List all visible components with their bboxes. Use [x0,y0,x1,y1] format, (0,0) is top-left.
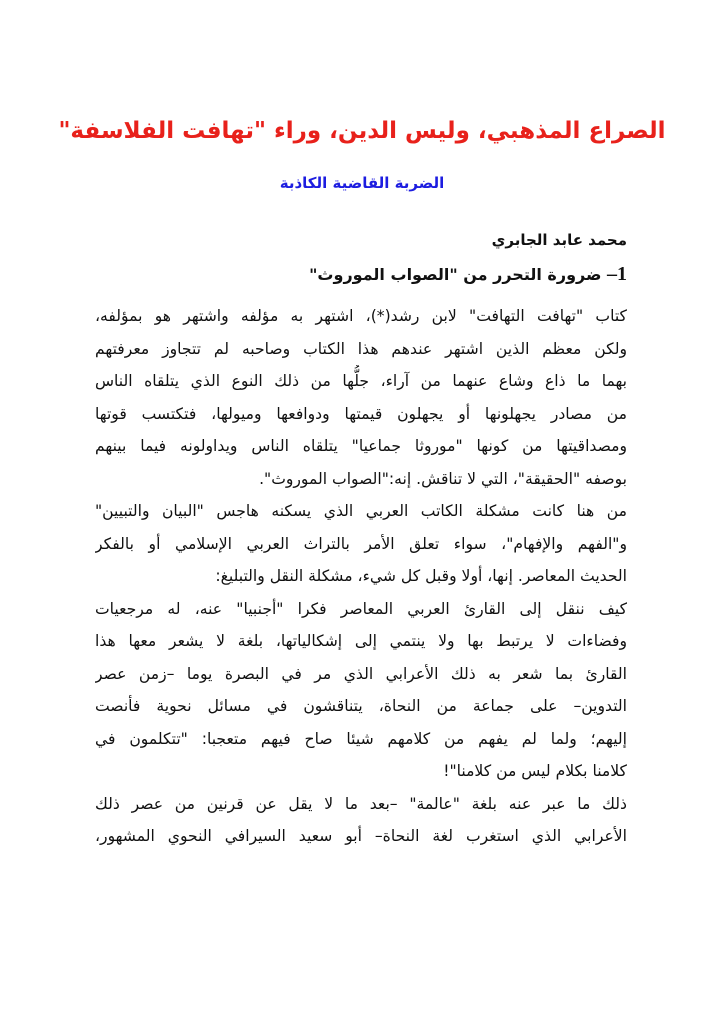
text-line: الحديث المعاصر. إنها، أولا وقبل كل شيء، مشكلة النقل والتبليغ: [215,567,627,585]
section-heading [309,263,627,286]
text-line: كتاب "تهافت التهافت" لابن رشد(*)، اشتهر به مؤلفه واشتهر هو بمؤلفه، [95,307,627,325]
text-line: من مصادر يجهلونها أو يجهلون قيمتها ودوافعها وميولها، فتكتسب قوتها [95,404,627,423]
text-line: إليهم؛ ولما لم يفهم من كلامهم شيئا صاح فيهم متعجبا: "تتكلمون في [95,729,627,748]
text-line: كلامنا بكلام ليس من كلامنا"! [443,762,627,780]
body-text [95,300,627,853]
text-line: وفضاءات لا يرتبط بها ولا ينتمي إلى إشكالياتها، بلغة لا يشعر معها هذا [95,632,627,650]
document-title: الصراع المذهبي، وليس الدين، وراء "تهافت الفلاسفة" [58,118,666,144]
section-number: 1– [607,263,627,285]
text-line: الأعرابي الذي استغرب لغة النحاة– أبو سعيد السيرافي النحوي المشهور، [95,827,627,845]
text-line: من هنا كانت مشكلة الكاتب العربي الذي يسكنه هاجس "البيان والتبيين" [95,502,627,520]
text-line: ومصداقيتها من كونها "موروثا جماعيا" يتلقاه الناس ويداولونه فيما بينهم [95,437,627,455]
text-line: ذلك ما عبر عنه بلغة "عالمة" –بعد ما لا يقل عن قرنين من عصر ذلك [95,794,627,813]
document-subtitle: الضربة القاضية الكاذبة [279,174,445,192]
section-heading-text: ضرورة التحرر من "الصواب الموروث" [309,265,602,284]
text-line: ولكن معظم الذين اشتهر عندهم هذا الكتاب وصاحبه لم تتجاوز معرفتهم [95,339,627,358]
text-line: و"الفهم والإفهام"، سواء تعلق الأمر بالتراث العربي الإسلامي أو بالفكر [95,534,627,553]
text-line: بوصفه "الحقيقة"، التي لا تناقش. إنه:"الصواب الموروث". [259,469,627,488]
text-line: التدوين– على جماعة من النحاة، يتناقشون في مسائل نحوية فأنصت [95,697,627,715]
text-line: بهما ما ذاع وشاع عنهما من آراء، جلُّها من ذلك النوع الذي يتلقاه الناس [95,372,627,390]
author-name: محمد عابد الجابري [491,231,627,249]
text-line: القارئ بما شعر به ذلك الأعرابي الذي مر في البصرة يوما –زمن عصر [95,664,627,683]
text-line: كيف ننقل إلى القارئ العربي المعاصر فكرا "أجنبيا" عنه، له مرجعيات [95,599,627,618]
